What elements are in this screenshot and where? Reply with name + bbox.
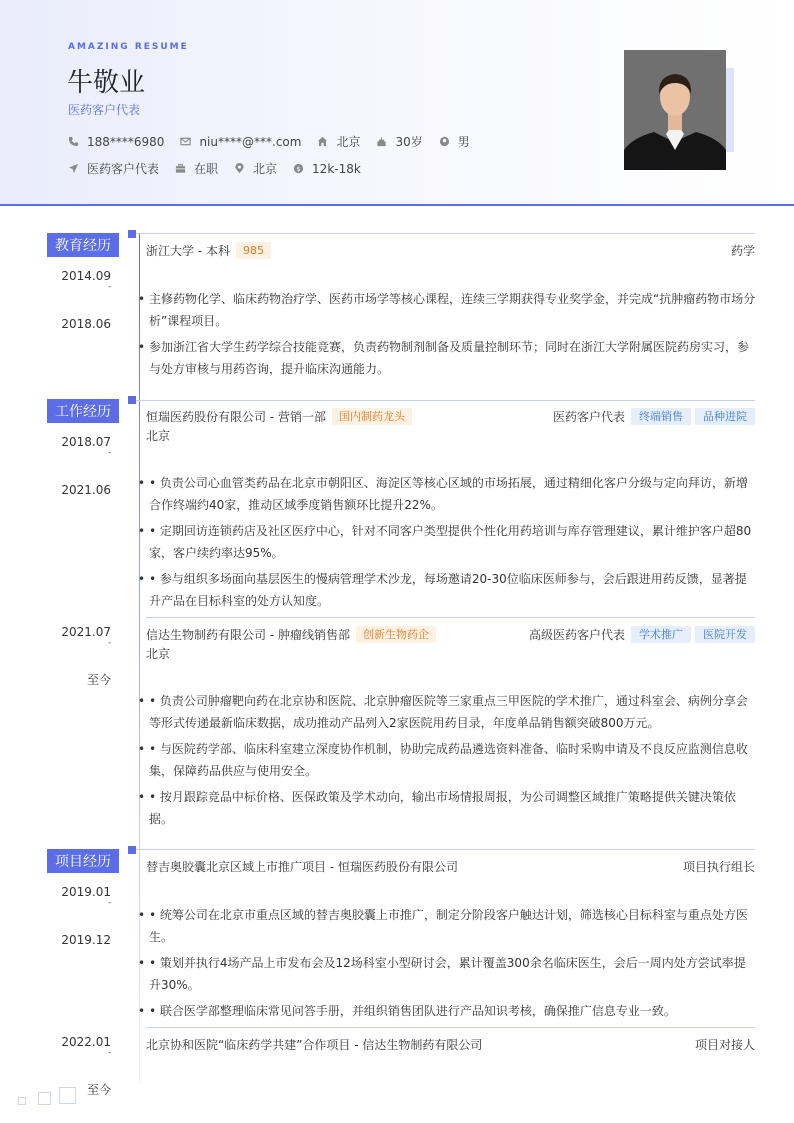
job-location: 北京 <box>146 647 171 661</box>
end-date: 2019.12 <box>61 933 111 947</box>
role: 医药客户代表 <box>552 410 625 424</box>
job-dates: 2018.07 - 2021.06 <box>61 435 111 497</box>
end-date: 至今 <box>86 673 111 687</box>
section-marker <box>128 846 136 854</box>
list-item: • 主修药物化学、临床药物治疗学、医药市场学等核心课程，连续三学期获得专业奖学金，并完成“抗肿瘤药物市场分析”课程项目。 <box>136 288 756 332</box>
job-location: 北京 <box>146 429 171 443</box>
email: niu****@***.com <box>199 134 302 149</box>
job-role-line <box>529 626 755 643</box>
section-divider <box>128 233 755 234</box>
company-badge: 国内制药龙头 <box>332 408 412 425</box>
role: 高级医药客户代表 <box>528 628 625 642</box>
end-date: 至今 <box>86 1083 111 1097</box>
profile-photo <box>624 50 726 170</box>
job-dates: 2021.07 - 至今 <box>61 625 111 687</box>
cake-icon <box>376 136 387 147</box>
list-item: • • 按月跟踪竞品中标价格、医保政策及学术动向，输出市场情报周报，为公司调整区域推广策略提供关键决策依据。 <box>136 786 756 830</box>
project-role: 项目执行组长 <box>682 860 755 874</box>
start-date: 2022.01 <box>61 1035 111 1049</box>
project-dates: 2022.01 - 至今 <box>61 1035 111 1097</box>
decor-square <box>59 1087 76 1104</box>
list-item: • • 参与组织多场面向基层医生的慢病管理学术沙龙，每场邀请20-30位临床医师参与，会后跟进用药反馈，显著提升产品在目标科室的处方认知度。 <box>136 568 756 612</box>
section-title-projects: 项目经历 <box>47 849 119 873</box>
candidate-name: 牛敬业 <box>67 68 146 98</box>
target-city: 北京 <box>253 162 278 176</box>
tag-badge: 医院开发 <box>695 626 755 643</box>
list-item: • 参加浙江省大学生药学综合技能竞赛，负责药物制剂制备及质量控制环节；同时在浙江大学附属医院药房实习，参与处方审核与用药咨询，提升临床沟通能力。 <box>136 336 756 380</box>
svg-text:$: $ <box>296 164 301 173</box>
start-date: 2014.09 <box>61 269 111 283</box>
list-item: • • 与医院药学部、临床科室建立深度协作机制，协助完成药品遴选资料准备、临时采购申请及不良反应监测信息收集，保障药品供应与使用安全。 <box>136 738 756 782</box>
start-date: 2019.01 <box>61 885 111 899</box>
tag-badge: 品种进院 <box>695 408 755 425</box>
start-date: 2021.07 <box>61 625 111 639</box>
end-date: 2018.06 <box>61 317 111 331</box>
school-badge: 985 <box>236 242 271 259</box>
age: 30岁 <box>395 135 423 149</box>
list-item: • • 策划并执行4场产品上市发布会及12场科室小型研讨会，累计覆盖300余名临床医生，会后一周内处方尝试率提升30%。 <box>136 952 756 996</box>
company: 恒瑞医药股份有限公司 - 营销一部 <box>146 410 326 424</box>
send-icon <box>68 163 79 174</box>
decor-square <box>18 1097 26 1105</box>
list-item: • • 负责公司肿瘤靶向药在北京协和医院、北京肿瘤医院等三家重点三甲医院的学术推广，通过科室会、病例分享会等形式传递最新临床数据，成功推动产品列入2家医院用药目录，年度单品销售额突破800万元。 <box>136 690 756 734</box>
gender-icon <box>439 136 450 147</box>
job-title: 医药客户代表 <box>68 103 141 117</box>
section-marker <box>128 230 136 238</box>
phone: 188****6980 <box>87 134 165 149</box>
section-divider <box>128 400 755 401</box>
project-title: 北京协和医院“临床药学共建”合作项目 - 信达生物制药有限公司 <box>146 1038 483 1052</box>
salary: 12k-18k <box>312 161 361 176</box>
entry-divider <box>146 617 755 618</box>
email-icon <box>180 136 191 147</box>
city: 北京 <box>336 135 361 149</box>
job-bullets <box>136 472 756 616</box>
job-status: 在职 <box>194 162 219 176</box>
job-title-line <box>146 408 412 425</box>
list-item: • • 负责公司心血管类药品在北京市朝阳区、海淀区等核心区域的市场拓展，通过精细化客户分级与定向拜访，新增合作终端约40家，推动区域季度销售额环比提升22%。 <box>136 472 756 516</box>
gender: 男 <box>457 135 470 149</box>
contact-row <box>68 133 486 150</box>
end-date: 2021.06 <box>61 483 111 497</box>
company-badge: 创新生物药企 <box>356 626 436 643</box>
school: 浙江大学 - 本科 <box>146 244 230 258</box>
major: 药学 <box>730 244 755 258</box>
project-role: 项目对接人 <box>694 1038 755 1052</box>
resume-header <box>0 0 794 206</box>
entry-divider <box>146 1027 755 1028</box>
list-item: • • 统筹公司在北京市重点区域的替吉奥胶囊上市推广，制定分阶段客户触达计划，筛选核心目标科室与重点处方医生。 <box>136 904 756 948</box>
phone-icon <box>68 136 79 147</box>
project-bullets <box>136 904 756 1026</box>
section-marker <box>128 396 136 404</box>
location-icon <box>234 163 245 174</box>
start-date: 2018.07 <box>61 435 111 449</box>
education-title <box>146 242 271 259</box>
list-item: • • 定期回访连锁药店及社区医疗中心，针对不同客户类型提供个性化用药培训与库存管理建议，累计维护客户超80家，客户续约率达95%。 <box>136 520 756 564</box>
project-title: 替吉奥胶囊北京区域上市推广项目 - 恒瑞医药股份有限公司 <box>146 860 458 874</box>
job-role-line <box>553 408 755 425</box>
education-dates: 2014.09 - 2018.06 <box>61 269 111 331</box>
tag-badge: 终端销售 <box>631 408 691 425</box>
home-icon <box>317 136 328 147</box>
section-title-work: 工作经历 <box>47 399 119 423</box>
briefcase-icon <box>175 163 186 174</box>
section-divider <box>128 849 755 850</box>
section-title-education: 教育经历 <box>47 233 119 257</box>
job-bullets <box>136 690 756 834</box>
portrait-image <box>624 50 726 170</box>
salary-icon <box>293 163 304 174</box>
project-dates: 2019.01 - 2019.12 <box>61 885 111 947</box>
intention-row <box>68 160 377 177</box>
education-bullets <box>136 288 756 384</box>
company: 信达生物制药有限公司 - 肿瘤线销售部 <box>146 628 350 642</box>
header-tag: AMAZING RESUME <box>68 42 189 52</box>
target-job: 医药客户代表 <box>87 162 160 176</box>
tag-badge: 学术推广 <box>631 626 691 643</box>
list-item: • • 联合医学部整理临床常见问答手册，并组织销售团队进行产品知识考核，确保推广信息专业一致。 <box>136 1000 756 1022</box>
decor-square <box>38 1092 51 1105</box>
job-title-line <box>146 626 436 643</box>
